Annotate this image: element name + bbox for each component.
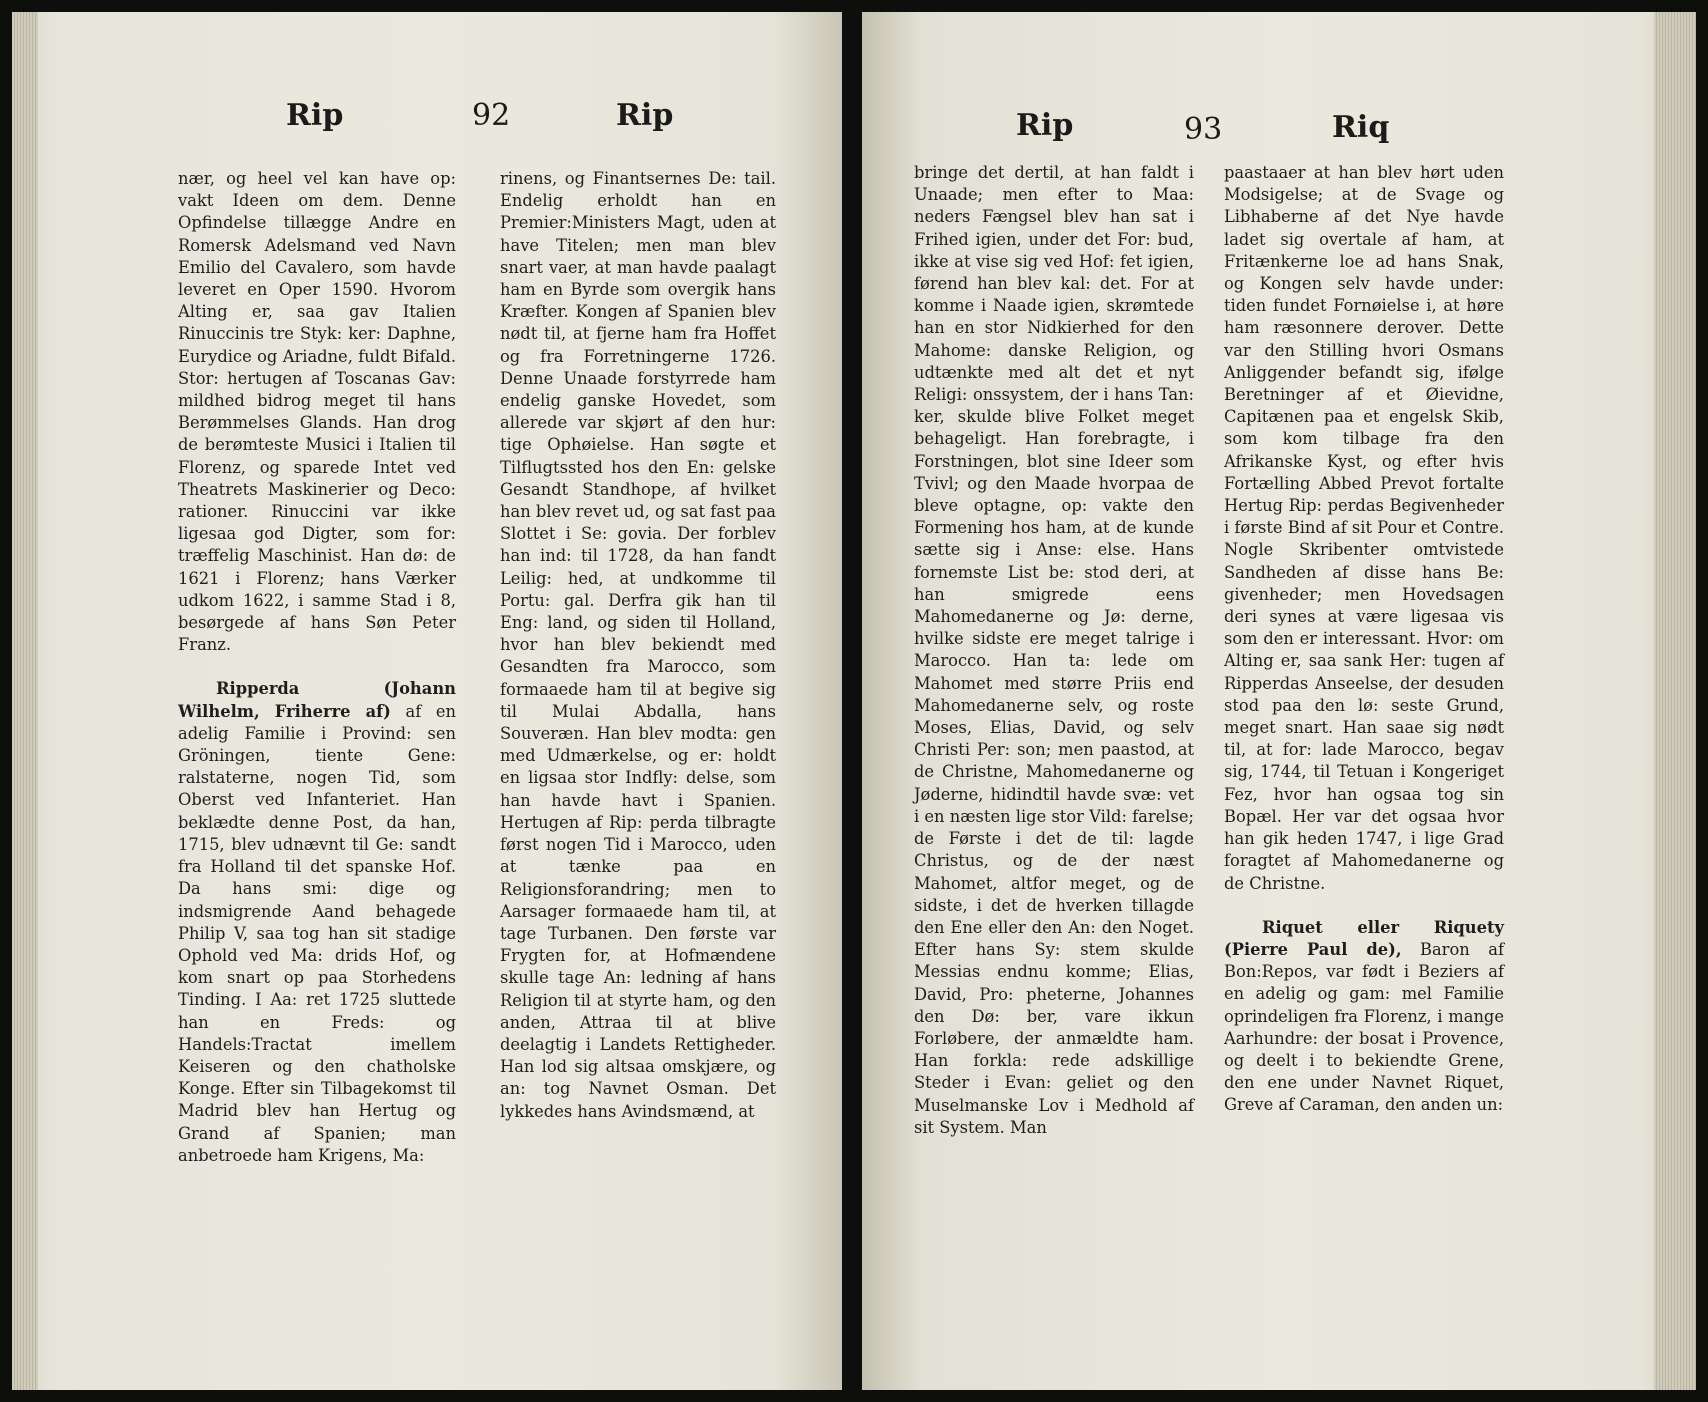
left-page — [12, 12, 842, 1390]
entry-heading: Riquet eller Riquety (Pierre Paul de), — [1224, 917, 1504, 959]
right-page — [862, 12, 1696, 1390]
running-head-left: Rip — [1016, 108, 1074, 143]
page-edge-stack — [1654, 12, 1696, 1390]
running-head-right: Rip — [616, 98, 674, 133]
paragraph: nær, og heel vel kan have op: vakt Ideen om dem. Denne Opfindelse tillægge Andre en Romersk Adelsmand ved Navn Emilio del Cavalero, som havde leveret en Oper 1590. Hvorom Alting er, saa gav Italien Rinuccinis tre Styk: ker: Daphne, Eurydice og Ariadne, fuldt Bifald. Stor: hertugen af Toscanas Gav: mildhed bidrog meget til hans Berømmelses Glands. Han drog de berømteste Musici i Italien til Florenz, og sparede Intet ved Theatrets Maskinerier og Deco: rationer. Rinuccini var ikke ligesaa god Digter, som for: træffelig Maschinist. Han dø: de 1621 i Florenz; hans Værker udkom 1622, i samme Stad i 8, besørgede af hans Søn Peter Franz. — [178, 169, 456, 655]
page-edge-stack — [12, 12, 38, 1390]
running-head-left: Rip — [286, 98, 344, 133]
left-page-column-1 — [178, 168, 456, 1167]
page-number: 93 — [1184, 112, 1223, 147]
entry-riquet — [1224, 917, 1504, 1117]
right-page-column-1 — [914, 162, 1194, 1139]
left-page-column-2 — [500, 168, 776, 1123]
entry-text: Baron af Bon:Repos, var født i Beziers af en adelig og gam: mel Familie oprindeligen fra Florenz, i mange Aarhundre: der bosat i Provence, og deelt i to bekiendte Grene, den ene under Navnet Riquet, Greve af Caraman, den anden un: — [1224, 939, 1504, 1115]
page-number: 92 — [472, 98, 511, 133]
right-page-column-2 — [1224, 162, 1504, 1117]
paragraph: rinens, og Finantsernes De: tail. Endelig erholdt han en Premier:Ministers Magt, uden at have Titelen; men man blev snart vaer, at man havde paalagt ham en Byrde som overgik hans Kræfter. Kongen af Spanien blev nødt til, at fjerne ham fra Hoffet og fra Forretningerne 1726. Denne Unaade forstyrrede ham endelig ganske Hovedet, som allerede var skjørt af den hur: tige Ophøielse. Han søgte et Tilflugtssted hos den En: gelske Gesandt Standhope, af hvilket han blev revet ud, og sat fast paa Slottet i Se: govia. Der forblev han ind: til 1728, da han fandt Leilig: hed, at undkomme til Portu: gal. Derfra gik han til Eng: land, og siden til Holland, hvor han blev bekiendt med Gesandten fra Marocco, som formaaede ham til at begive sig til Mulai Abdalla, hans Souveræn. Han blev modta: gen med Udmærkelse, og er: holdt en ligsaa stor Indfly: delse, som han havde havt i Spanien. Hertugen af Rip: perda tilbragte først nogen Tid i Marocco, uden at tænke paa en Religionsforandring; men to Aarsager formaaede ham til, at tage Turbanen. Den første var Frygten for, at Hofmændene skulle tage An: ledning af hans Religion til at styrte ham, og den anden, Attraa til at blive deelagtig i Landets Rettigheder. Han lod sig altsaa omskjære, og an: tog Navnet Osman. Det lykkedes hans Avindsmænd, at — [500, 169, 776, 1121]
paragraph: paastaaer at han blev hørt uden Modsigelse; at de Svage og Libhaberne af det Nye havde ladet sig overtale af ham, at Fritænkerne loe ad hans Snak, og Kongen selv havde under: tiden fundet Fornøielse i, at høre ham ræsonnere derover. Dette var den Stilling hvori Osmans Anliggender befandt sig, ifølge Beretninger af et Øievidne, Capitænen paa et engelsk Skib, som kom tilbage fra den Afrikanske Kyst, og efter hvis Fortælling Abbed Prevot fortalte Hertug Rip: perdas Begivenheder i første Bind af sit Pour et Contre. Nogle Skribenter omtvistede Sandheden af disse hans Be: givenheder; men Hovedsagen deri synes at være ligesaa vis som den er interessant. Hvor: om Alting er, saa sank Her: tugen af Ripperdas Anseelse, der desuden stod paa den lø: seste Grund, meget snart. Han saae sig nødt til, at for: lade Marocco, begav sig, 1744, til Tetuan i Kongeriget Fez, hvor han ogsaa tog sin Bopæl. Her var det ogsaa hvor han gik heden 1747, i lige Grad foragtet af Mahomedanerne og de Christne. — [1224, 163, 1504, 893]
running-head-right: Riq — [1332, 110, 1390, 145]
entry-heading: Ripperda (Johann Wilhelm, Friherre af) — [178, 679, 456, 721]
paragraph: bringe det dertil, at han faldt i Unaade; men efter to Maa: neders Fængsel blev han sat i Frihed igien, under det For: bud, ikke at vise sig ved Hof: fet igien, førend han blev kal: det. For at komme i Naade igien, skrømtede han en stor Nidkierhed for den Mahome: danske Religion, og udtænkte med alt det et nyt Religi: onssystem, der i hans Tan: ker, skulde blive Folket meget behageligt. Han forebragte, i Forstningen, blot sine Ideer som Tvivl; og den Maade hvorpaa de bleve optagne, op: vakte den Formening hos ham, at de kunde sætte sig i Anse: else. Hans fornemste List be: stod deri, at han smigrede eens Mahomedanerne og Jø: derne, hvilke sidste ere meget talrige i Marocco. Han ta: lede om Mahomet med større Priis end Mahomedanerne selv, og roste Moses, Elias, David, og selv Christi Per: son; men paastod, at de Christne, Mahomedanerne og Jøderne, hidindtil havde svæ: vet i en næsten lige stor Vild: farelse; de Første i det de til: lagde Christus, og de der næst Mahomet, altfor meget, og de sidste, i det de hverken tillagde den Ene eller den An: den Noget. Efter hans Sy: stem skulde Messias endnu komme; Elias, David, Pro: pheterne, Johannes den Dø: ber, vare ikkun Forløbere, der anmældte ham. Han forkla: rede adskillige Steder i Evan: geliet og den Muselmanske Lov i Medhold af sit System. Man — [914, 163, 1194, 1137]
entry-ripperda — [178, 678, 456, 1166]
entry-text: af en adelig Familie i Provind: sen Gröningen, tiente Gene: ralstaterne, nogen Tid, som Oberst ved Infanteriet. Han beklædte denne Post, da han, 1715, blev udnævnt til Ge: sandt fra Holland til det spanske Hof. Da hans smi: dige og indsmigrende Aand behagede Philip V, saa tog han sit stadige Ophold ved Ma: drids Hof, og kom snart op paa Storhedens Tinding. I Aa: ret 1725 sluttede han en Freds: og Handels:Tractat imellem Keiseren og den chatholske Konge. Efter sin Tilbagekomst til Madrid blev han Hertug og Grand af Spanien; man anbetroede ham Krigens, Ma: — [178, 701, 456, 1165]
